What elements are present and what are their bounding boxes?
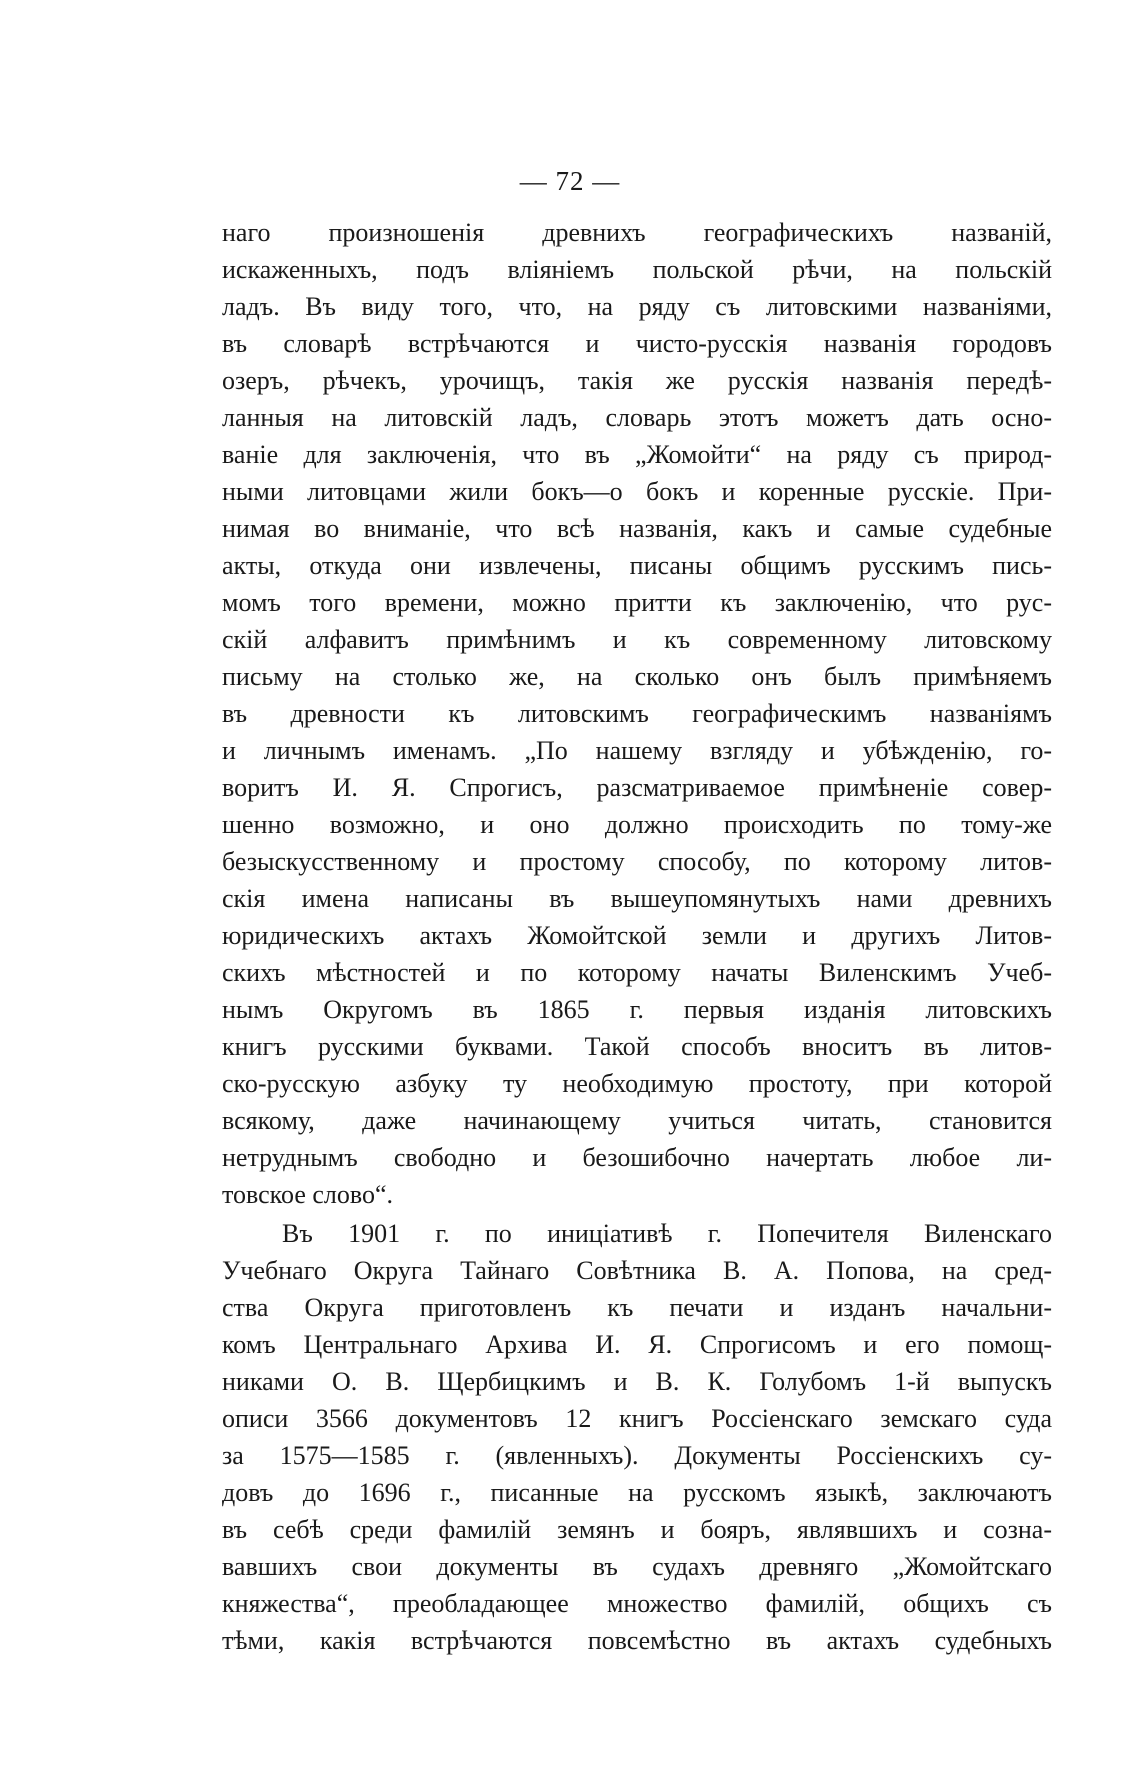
text-line: нетруднымъ свободно и безошибочно начертать любое ли- — [222, 1143, 1052, 1172]
text-line: искаженныхъ, подъ вліяніемъ польской рѣчи, на польскій — [222, 255, 1052, 284]
text-line: ланныя на литовскій ладъ, словарь этотъ можетъ дать осно- — [222, 403, 1052, 432]
text-line: шенно возможно, и оно должно происходить по тому-же — [222, 810, 1052, 839]
text-line: Въ 1901 г. по иниціативѣ г. Попечителя Виленскаго — [282, 1219, 1052, 1248]
text-line: тѣми, какія встрѣчаются повсемѣстно въ актахъ судебныхъ — [222, 1626, 1052, 1655]
text-line: описи 3566 документовъ 12 книгъ Россіенскаго земскаго суда — [222, 1404, 1052, 1433]
text-line: въ словарѣ встрѣчаются и чисто-русскія названія городовъ — [222, 329, 1052, 358]
text-line: и личнымъ именамъ. „По нашему взгляду и убѣжденію, го- — [222, 736, 1052, 765]
text-line: воритъ И. Я. Спрогисъ, разсматриваемое примѣненіе совер- — [222, 773, 1052, 802]
paragraph-1 — [222, 214, 1052, 1213]
text-line: ваніе для заключенія, что въ „Жомойти“ на ряду съ природ- — [222, 440, 1052, 469]
text-line: товское слово“. — [222, 1180, 394, 1209]
body-text — [222, 214, 1052, 1659]
text-line: вавшихъ свои документы въ судахъ древняго „Жомойтскаго — [222, 1552, 1052, 1581]
text-line: скій алфавитъ примѣнимъ и къ современному литовскому — [222, 625, 1052, 654]
text-line: ладъ. Въ виду того, что, на ряду съ литовскими названіями, — [222, 292, 1052, 321]
text-line: письму на столько же, на сколько онъ былъ примѣняемъ — [222, 662, 1052, 691]
text-line: акты, откуда они извлечены, писаны общимъ русскимъ пись- — [222, 551, 1052, 580]
text-line: нимая во вниманіе, что всѣ названія, какъ и самые судебные — [222, 514, 1052, 543]
text-line: безыскусственному и простому способу, по которому литов- — [222, 847, 1052, 876]
text-line: Учебнаго Округа Тайнаго Совѣтника В. А. Попова, на сред- — [222, 1256, 1052, 1285]
text-line: скихъ мѣстностей и по которому начаты Виленскимъ Учеб- — [222, 958, 1052, 987]
text-line: за 1575—1585 г. (явленныхъ). Документы Россіенскихъ су- — [222, 1441, 1052, 1470]
text-line: княжества“, преобладающее множество фамилій, общихъ съ — [222, 1589, 1052, 1618]
paragraph-2 — [222, 1215, 1052, 1659]
text-line: ско-русскую азбуку ту необходимую простоту, при которой — [222, 1069, 1052, 1098]
text-line: комъ Центральнаго Архива И. Я. Спрогисомъ и его помощ- — [222, 1330, 1052, 1359]
text-line: юридическихъ актахъ Жомойтской земли и другихъ Литов- — [222, 921, 1052, 950]
text-line: въ древности къ литовскимъ географическимъ названіямъ — [222, 699, 1052, 728]
text-line: книгъ русскими буквами. Такой способъ вноситъ въ литов- — [222, 1032, 1052, 1061]
text-line: нымъ Округомъ въ 1865 г. первыя изданія литовскихъ — [222, 995, 1052, 1024]
text-line: довъ до 1696 г., писанные на русскомъ языкѣ, заключаютъ — [222, 1478, 1052, 1507]
text-line: озеръ, рѣчекъ, урочищъ, такія же русскія названія передѣ- — [222, 366, 1052, 395]
text-line: всякому, даже начинающему учиться читать, становится — [222, 1106, 1052, 1135]
text-line: въ себѣ среди фамилій земянъ и бояръ, являвшихъ и созна- — [222, 1515, 1052, 1544]
page-number: — 72 — — [519, 166, 621, 196]
text-line: ными литовцами жили бокъ—о бокъ и коренные русскіе. При- — [222, 477, 1052, 506]
text-line: наго произношенія древнихъ географическихъ названій, — [222, 218, 1052, 247]
text-line: скія имена написаны въ вышеупомянутыхъ нами древнихъ — [222, 884, 1052, 913]
text-line: ства Округа приготовленъ къ печати и изданъ начальни- — [222, 1293, 1052, 1322]
text-line: момъ того времени, можно притти къ заключенію, что рус- — [222, 588, 1052, 617]
text-line: никами О. В. Щербицкимъ и В. К. Голубомъ 1-й выпускъ — [222, 1367, 1052, 1396]
